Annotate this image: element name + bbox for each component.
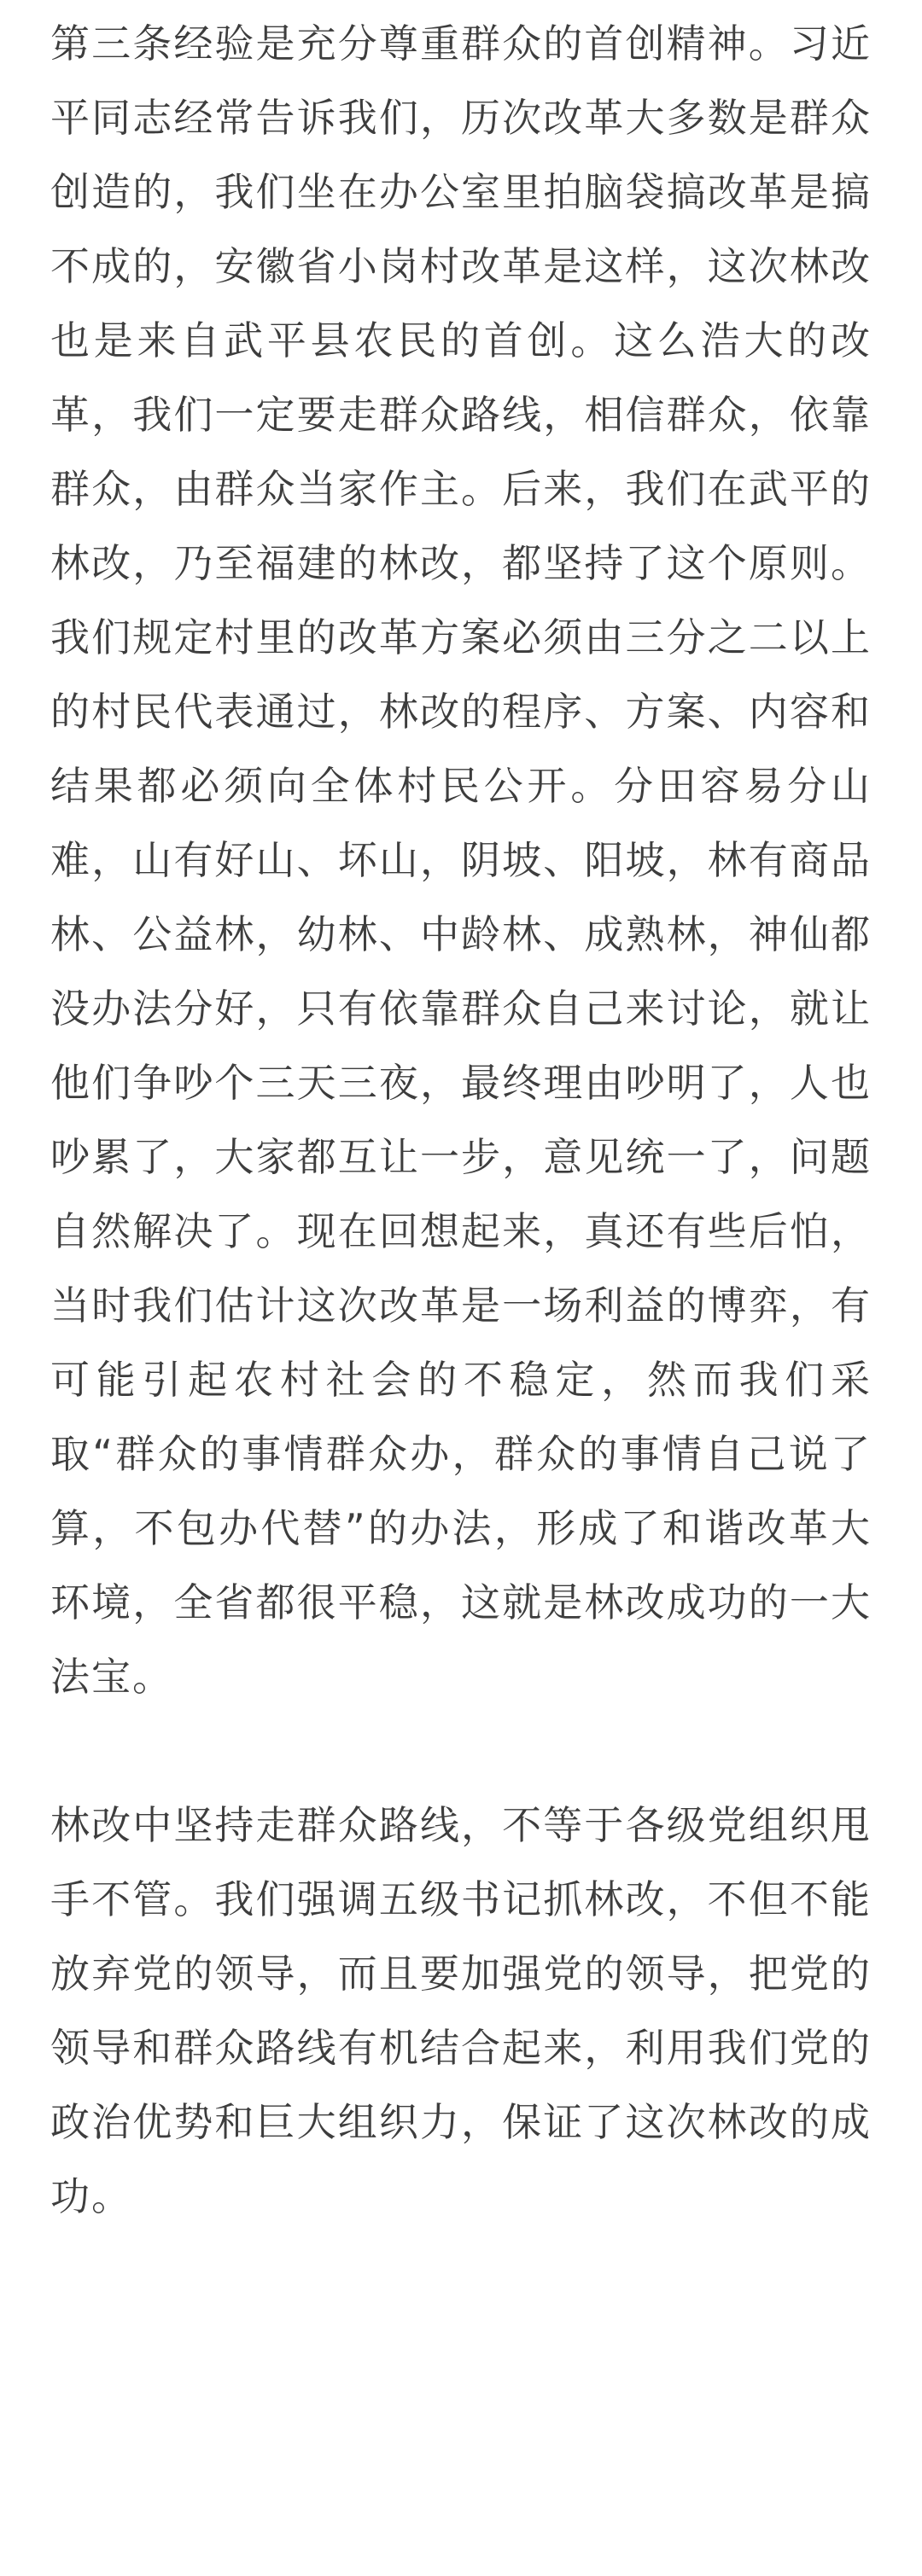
article-body [50,7,872,2234]
paragraph-party-leadership: 林改中坚持走群众路线，不等于各级党组织甩手不管。我们强调五级书记抓林改，不但不能放弃党的领导，而且要加强党的领导，把党的领导和群众路线有机结合起来，利用我们党的政治优势和巨大组织力，保证了这次林改的成功。 [50,1802,872,2219]
paragraph-respect-masses: 第三条经验是充分尊重群众的首创精神。习近平同志经常告诉我们，历次改革大多数是群众创造的，我们坐在办公室里拍脑袋搞改革是搞不成的，安徽省小岗村改革是这样，这次林改也是来自武平县农民的首创。这么浩大的改革，我们一定要走群众路线，相信群众，依靠群众，由群众当家作主。后来，我们在武平的林改，乃至福建的林改，都坚持了这个原则。我们规定村里的改革方案必须由三分之二以上的村民代表通过，林改的程序、方案、内容和结果都必须向全体村民公开。分田容易分山难，山有好山、坏山，阴坡、阳坡，林有商品林、公益林，幼林、中龄林、成熟林，神仙都没办法分好，只有依靠群众自己来讨论，就让他们争吵个三天三夜，最终理由吵明了，人也吵累了，大家都互让一步，意见统一了，问题自然解决了。现在回想起来，真还有些后怕，当时我们估计这次改革是一场利益的博弈，有可能引起农村社会的不稳定，然而我们采取“群众的事情群众办，群众的事情自己说了算，不包办代替”的办法，形成了和谐改革大环境，全省都很平稳，这就是林改成功的一大法宝。 [50,20,872,1700]
